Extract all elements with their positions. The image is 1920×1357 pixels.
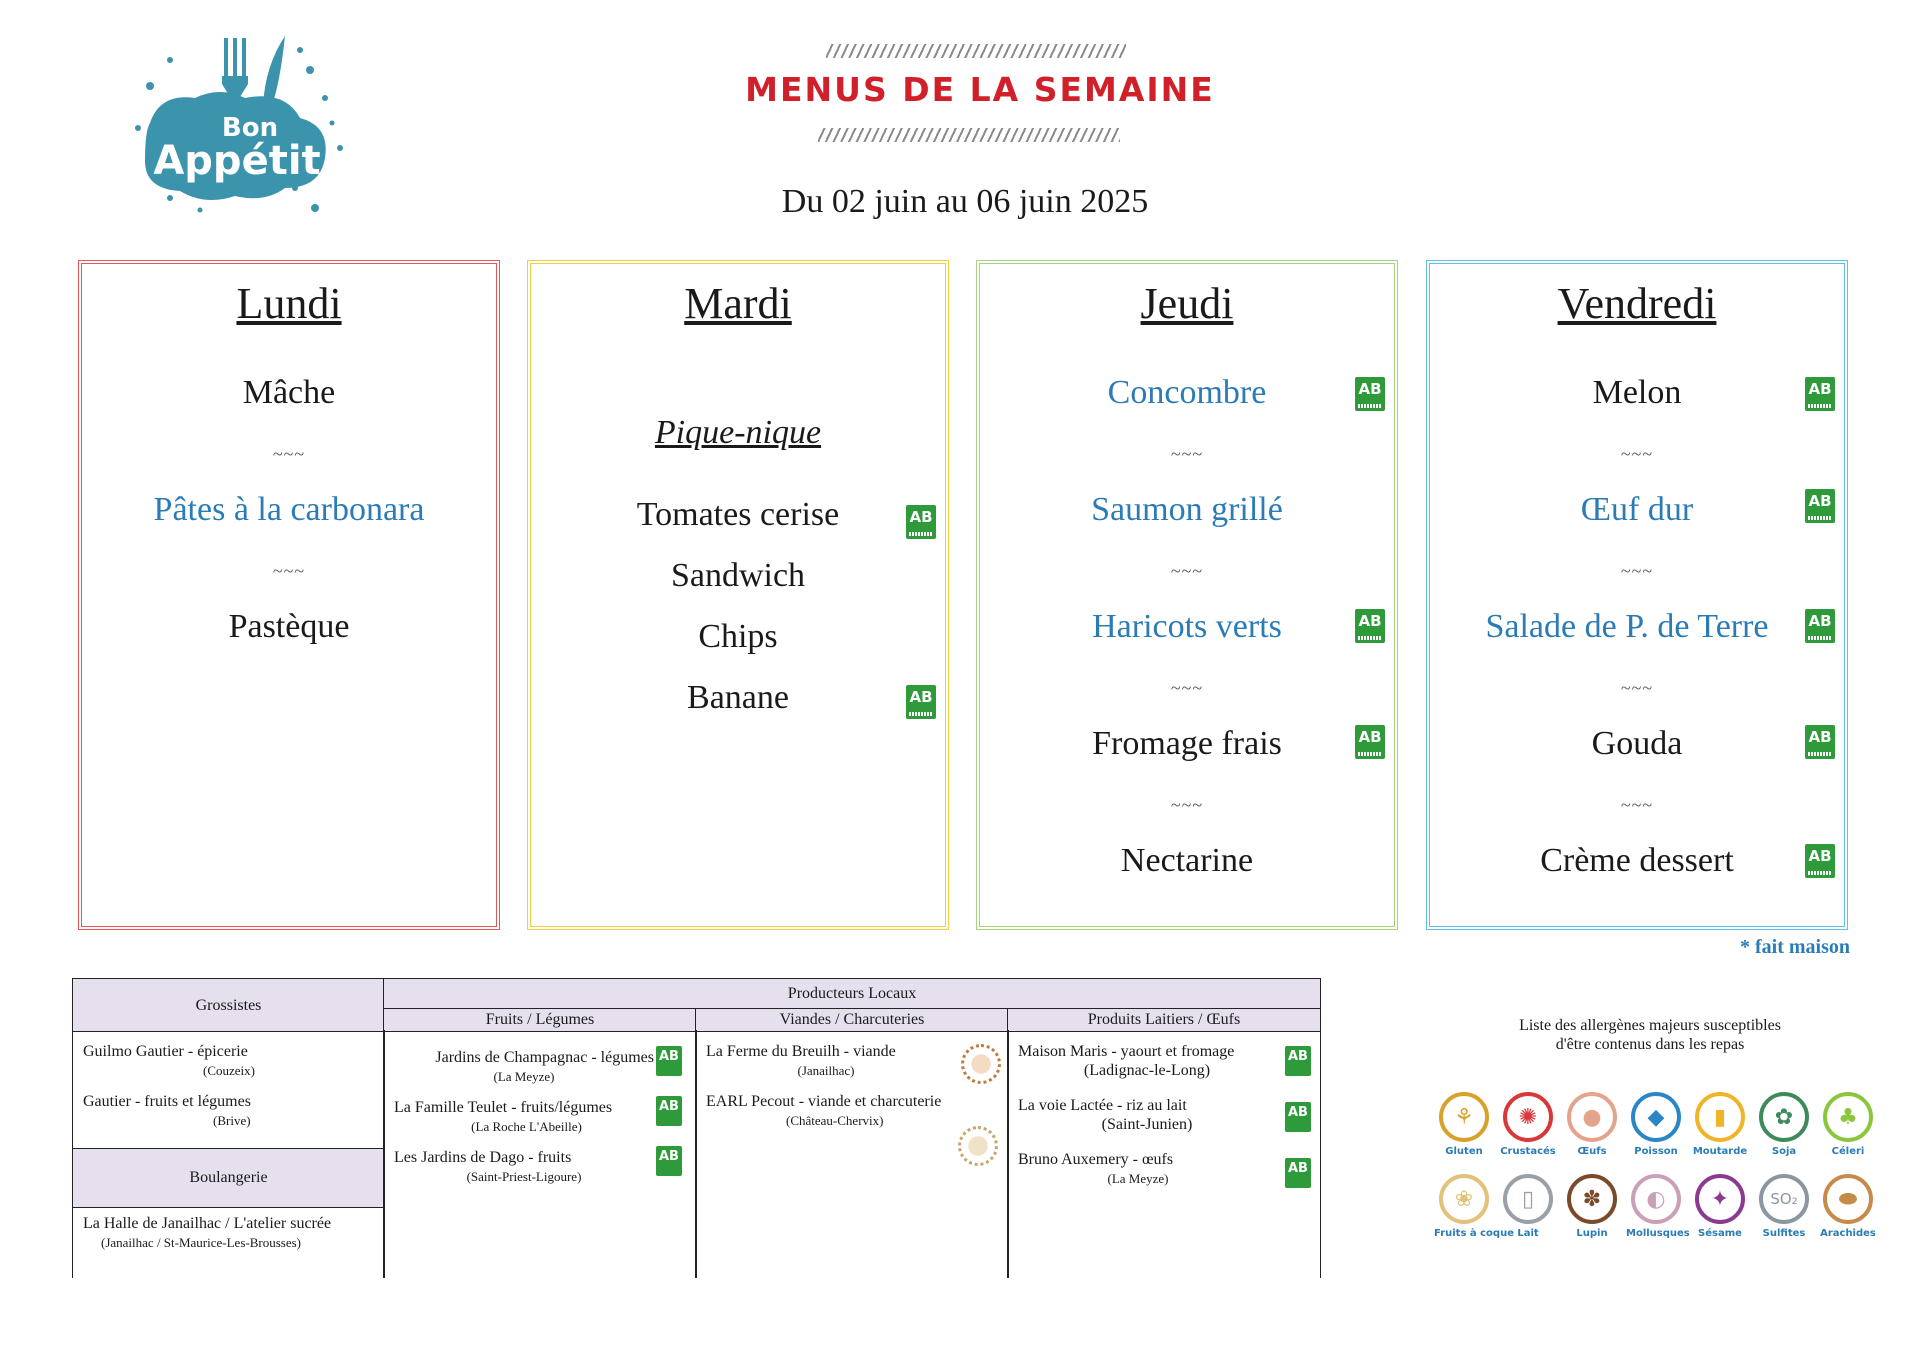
dish: Pâtes à la carbonara [153, 491, 425, 528]
dish: Fromage frais [1092, 725, 1282, 762]
organic-ab-icon: AB [1355, 725, 1385, 759]
dish: Gouda [1591, 725, 1683, 762]
nuts-icon: ❀ [1439, 1174, 1489, 1224]
supplier-entry [83, 1092, 373, 1130]
mustard-icon: ▮ [1695, 1092, 1745, 1142]
allergen-item [1754, 1092, 1814, 1157]
grossistes-column [72, 1030, 385, 1150]
organic-ab-icon: AB [1805, 844, 1835, 878]
allergen-item [1498, 1174, 1558, 1239]
allergen-label: Poisson [1634, 1146, 1678, 1157]
dish: Concombre [1107, 374, 1267, 411]
fish-icon: ◆ [1631, 1092, 1681, 1142]
separator: ~~~ [272, 561, 306, 581]
supplier-name: La Halle de Janailhac / L'atelier sucrée [83, 1215, 332, 1232]
boulangerie-column [72, 1206, 385, 1278]
supplier-name: Jardins de Champagnac - légumes [435, 1049, 654, 1066]
allergen-item [1690, 1092, 1750, 1157]
allergen-item [1690, 1174, 1750, 1239]
organic-ab-icon: AB [906, 505, 936, 539]
suppliers-table [72, 978, 1321, 1278]
allergen-label: Fruits à coque [1434, 1228, 1514, 1239]
dish: Mâche [242, 374, 336, 411]
supplier-name: La voie Lactée - riz au lait [1018, 1097, 1187, 1114]
separator: ~~~ [1170, 678, 1204, 698]
eggs-icon: ● [1567, 1092, 1617, 1142]
separator: ~~~ [272, 444, 306, 464]
allergen-item [1434, 1092, 1494, 1157]
dish: Melon [1592, 374, 1682, 411]
peanut-icon: ⬬ [1823, 1174, 1873, 1224]
allergen-label: Céleri [1831, 1146, 1865, 1157]
svg-text:Appétit: Appétit [153, 138, 321, 184]
organic-ab-icon: AB [1285, 1158, 1311, 1188]
date-range: Du 02 juin au 06 juin 2025 [781, 183, 1149, 220]
allergen-label: Lupin [1576, 1228, 1608, 1239]
dish: Banane [687, 679, 789, 716]
organic-ab-icon: AB [1805, 489, 1835, 523]
producteurs-header: Producteurs Locaux [383, 978, 1321, 1010]
dish: Haricots verts [1092, 608, 1282, 645]
supplier-entry [394, 1148, 654, 1186]
supplier-name: La Ferme du Breuilh - viande [706, 1043, 896, 1060]
separator: ~~~ [1170, 795, 1204, 815]
supplier-location: (Janailhac / St-Maurice-Les-Brousses) [101, 1235, 301, 1250]
allergen-label: Lait [1517, 1228, 1539, 1239]
supplier-entry [1018, 1096, 1276, 1134]
organic-ab-icon: AB [1805, 725, 1835, 759]
supplier-name: EARL Pecout - viande et charcuterie [706, 1093, 942, 1110]
day-column-vendredi [1426, 260, 1848, 930]
dish: Chips [698, 618, 778, 655]
separator: ~~~ [1620, 795, 1654, 815]
supplier-location: (Brive) [213, 1113, 251, 1128]
page-title: MENUS DE LA SEMAINE [745, 70, 1215, 109]
organic-ab-icon: AB [1805, 377, 1835, 411]
allergens-title: Liste des allergènes majeurs susceptibles d'être contenus dans les repas [1519, 1017, 1781, 1053]
supplier-entry [706, 1092, 996, 1130]
soy-icon: ✿ [1759, 1092, 1809, 1142]
bon-appetit-logo [110, 28, 365, 228]
title-ornament-bottom [818, 128, 1120, 142]
supplier-entry [394, 1048, 654, 1086]
lupin-icon: ✽ [1567, 1174, 1617, 1224]
allergen-label: Œufs [1577, 1146, 1607, 1157]
organic-ab-icon: AB [656, 1096, 682, 1126]
fruits-legumes-column [383, 1030, 697, 1278]
allergen-label: Soja [1771, 1146, 1797, 1157]
allergen-item [1498, 1092, 1558, 1157]
supplier-location: (Ladignac-le-Long) [1083, 1062, 1211, 1079]
allergen-item [1818, 1092, 1878, 1157]
day-title: Lundi [236, 279, 342, 328]
celery-icon: ♣ [1823, 1092, 1873, 1142]
allergen-item [1818, 1174, 1878, 1239]
title-ornament-top [826, 44, 1126, 58]
picnic-subtitle: Pique-nique [654, 414, 822, 451]
supplier-location: (La Meyze) [1107, 1171, 1169, 1186]
wheat-icon: ⚘ [1439, 1092, 1489, 1142]
dish: Salade de P. de Terre [1485, 608, 1769, 645]
allergen-item [1626, 1092, 1686, 1157]
separator: ~~~ [1170, 444, 1204, 464]
milk-icon: ▯ [1503, 1174, 1553, 1224]
supplier-entry [83, 1042, 373, 1080]
organic-ab-icon: AB [1355, 609, 1385, 643]
supplier-entry [394, 1098, 659, 1136]
allergen-label: Arachides [1820, 1228, 1876, 1239]
day-title: Jeudi [1140, 279, 1234, 328]
dish: Pastèque [228, 608, 350, 645]
viandes-column [695, 1030, 1009, 1278]
dish: Saumon grillé [1091, 491, 1283, 528]
allergen-label: Sulfites [1762, 1228, 1806, 1239]
allergen-item [1626, 1174, 1690, 1239]
dish: Crème dessert [1540, 842, 1734, 879]
supplier-location: (Couzeix) [203, 1063, 255, 1078]
grossistes-header: Grossistes [72, 978, 385, 1032]
separator: ~~~ [1620, 444, 1654, 464]
viandes-header: Viandes / Charcuteries [695, 1008, 1009, 1032]
supplier-location: (La Roche L'Abeille) [471, 1119, 582, 1134]
allergen-label: Moutarde [1692, 1146, 1748, 1157]
label-rouge-seal-icon [961, 1044, 1001, 1084]
shell-icon: ◐ [1631, 1174, 1681, 1224]
dish: Nectarine [1120, 842, 1254, 879]
sulfites-icon: SO₂ [1759, 1174, 1809, 1224]
organic-ab-icon: AB [1355, 377, 1385, 411]
supplier-entry [706, 1042, 946, 1080]
crab-icon: ✺ [1503, 1092, 1553, 1142]
svg-text:Bon: Bon [221, 113, 279, 143]
allergen-label: Sésame [1698, 1228, 1742, 1239]
supplier-entry [1018, 1042, 1276, 1080]
organic-ab-icon: AB [1805, 609, 1835, 643]
separator: ~~~ [1620, 561, 1654, 581]
supplier-name: Bruno Auxemery - œufs [1018, 1151, 1174, 1168]
supplier-name: Guilmo Gautier - épicerie [83, 1043, 248, 1060]
allergen-item [1754, 1174, 1814, 1239]
allergen-label: Gluten [1445, 1146, 1483, 1157]
allergen-item [1434, 1174, 1514, 1239]
fruits-legumes-header: Fruits / Légumes [383, 1008, 697, 1032]
supplier-entry [83, 1214, 373, 1252]
day-column-lundi [78, 260, 500, 930]
supplier-name: Maison Maris - yaourt et fromage [1018, 1043, 1235, 1060]
organic-ab-icon: AB [1285, 1102, 1311, 1132]
day-column-jeudi [976, 260, 1398, 930]
allergen-item [1562, 1092, 1622, 1157]
allergen-label: Crustacés [1500, 1146, 1556, 1157]
supplier-name: La Famille Teulet - fruits/légumes [394, 1099, 613, 1116]
allergen-label: Mollusques [1626, 1228, 1690, 1239]
fait-maison-note: * fait maison [1740, 936, 1850, 958]
separator: ~~~ [1170, 561, 1204, 581]
laitiers-column [1007, 1030, 1321, 1278]
supplier-location: (Château-Chervix) [786, 1113, 884, 1128]
supplier-location: (Janailhac) [797, 1063, 855, 1078]
quality-seal-icon [958, 1126, 998, 1166]
allergen-item [1562, 1174, 1622, 1239]
organic-ab-icon: AB [906, 685, 936, 719]
day-title: Vendredi [1557, 279, 1717, 328]
supplier-entry [1018, 1150, 1258, 1188]
organic-ab-icon: AB [1285, 1046, 1311, 1076]
supplier-location: (La Meyze) [493, 1069, 555, 1084]
boulangerie-header: Boulangerie [72, 1148, 385, 1208]
separator: ~~~ [1620, 678, 1654, 698]
sesame-icon: ✦ [1695, 1174, 1745, 1224]
organic-ab-icon: AB [656, 1146, 682, 1176]
organic-ab-icon: AB [656, 1046, 682, 1076]
dish: Œuf dur [1580, 491, 1694, 528]
supplier-name: Les Jardins de Dago - fruits [394, 1149, 572, 1166]
supplier-name: Gautier - fruits et légumes [83, 1093, 251, 1110]
laitiers-header: Produits Laitiers / Œufs [1007, 1008, 1321, 1032]
dish: Tomates cerise [636, 496, 840, 533]
supplier-location: (Saint-Priest-Ligoure) [466, 1169, 582, 1184]
day-column-mardi [527, 260, 949, 930]
day-title: Mardi [684, 279, 792, 328]
dish: Sandwich [670, 557, 806, 594]
supplier-location: (Saint-Junien) [1101, 1116, 1193, 1133]
